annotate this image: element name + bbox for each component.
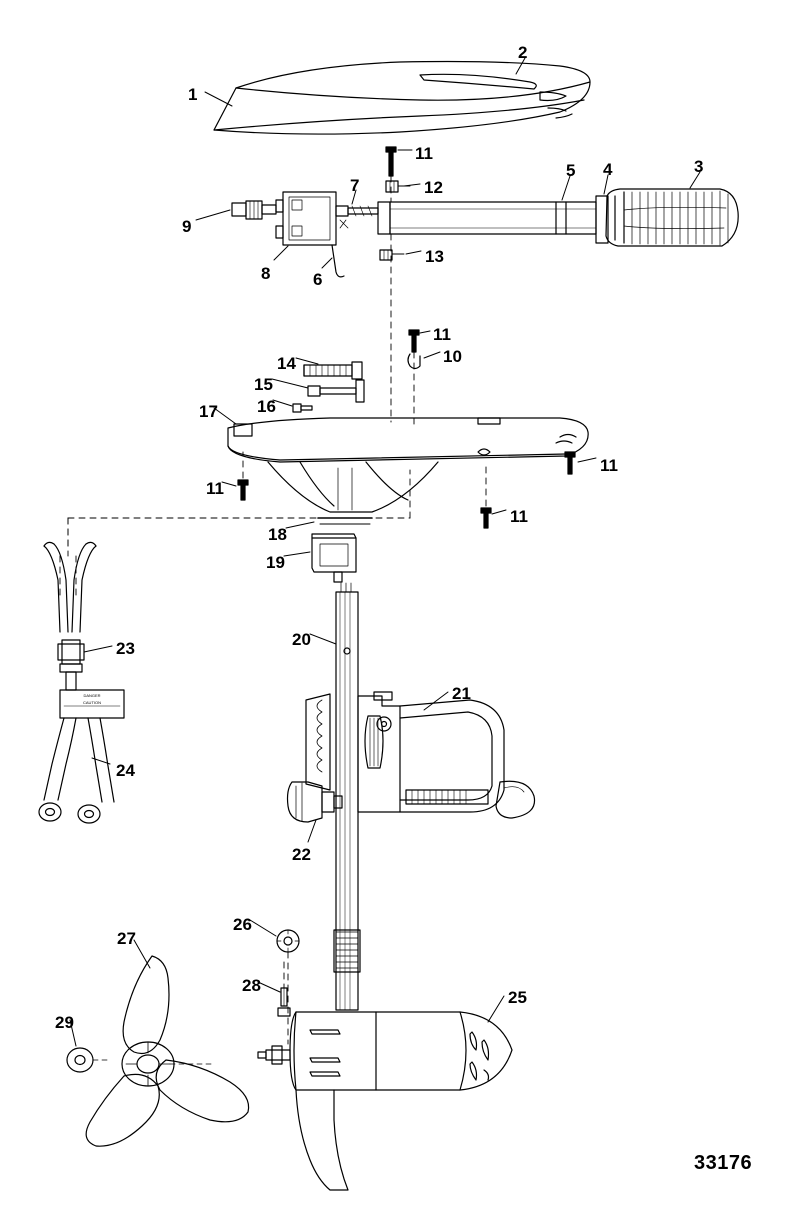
callout-10: 10 bbox=[443, 347, 462, 366]
callout-2: 2 bbox=[518, 43, 528, 62]
part-switch-block bbox=[232, 192, 390, 277]
callout-11-c: 11 bbox=[206, 479, 224, 498]
callout-1: 1 bbox=[188, 85, 198, 104]
callout-25: 25 bbox=[508, 988, 527, 1007]
callout-6: 6 bbox=[313, 270, 323, 289]
callout-11-d: 11 bbox=[600, 456, 618, 475]
part-bushing-cap bbox=[312, 518, 372, 582]
part-prop-hardware bbox=[272, 930, 299, 1064]
callout-12: 12 bbox=[424, 178, 443, 197]
callout-15: 15 bbox=[254, 375, 273, 394]
callout-22: 22 bbox=[292, 845, 311, 864]
callout-28: 28 bbox=[242, 976, 261, 995]
caution-label-line1: DANGER bbox=[83, 693, 101, 698]
callout-9: 9 bbox=[182, 217, 192, 236]
callout-5: 5 bbox=[566, 161, 576, 180]
part-screws bbox=[238, 144, 575, 528]
part-cable-harness bbox=[39, 542, 124, 823]
callout-3: 3 bbox=[694, 157, 704, 176]
callout-18: 18 bbox=[268, 525, 287, 544]
callout-8: 8 bbox=[261, 264, 271, 283]
callout-27: 27 bbox=[117, 929, 136, 948]
callout-19: 19 bbox=[266, 553, 285, 572]
part-clips bbox=[380, 181, 410, 260]
part-mount-base bbox=[228, 418, 588, 512]
part-tiller-handle bbox=[390, 189, 738, 246]
part-bracket-clamp bbox=[288, 692, 535, 822]
callout-11-e: 11 bbox=[510, 507, 528, 526]
callout-29: 29 bbox=[55, 1013, 74, 1032]
callout-11-a: 11 bbox=[415, 144, 433, 163]
callout-23: 23 bbox=[116, 639, 135, 658]
callout-26: 26 bbox=[233, 915, 252, 934]
caution-label-line2: CAUTION bbox=[83, 700, 101, 705]
callout-14: 14 bbox=[277, 354, 296, 373]
callout-16: 16 bbox=[257, 397, 276, 416]
callout-7: 7 bbox=[350, 176, 360, 195]
callout-11-b: 11 bbox=[433, 325, 451, 344]
drawing-number: 33176 bbox=[694, 1152, 753, 1174]
part-propeller bbox=[67, 956, 249, 1146]
part-lower-unit bbox=[258, 1012, 512, 1190]
callout-20: 20 bbox=[292, 630, 311, 649]
callout-13: 13 bbox=[425, 247, 444, 266]
callout-21: 21 bbox=[452, 684, 471, 703]
callout-17: 17 bbox=[199, 402, 218, 421]
part-cowl bbox=[214, 62, 590, 135]
callout-4: 4 bbox=[603, 160, 613, 179]
callout-24: 24 bbox=[116, 761, 135, 780]
